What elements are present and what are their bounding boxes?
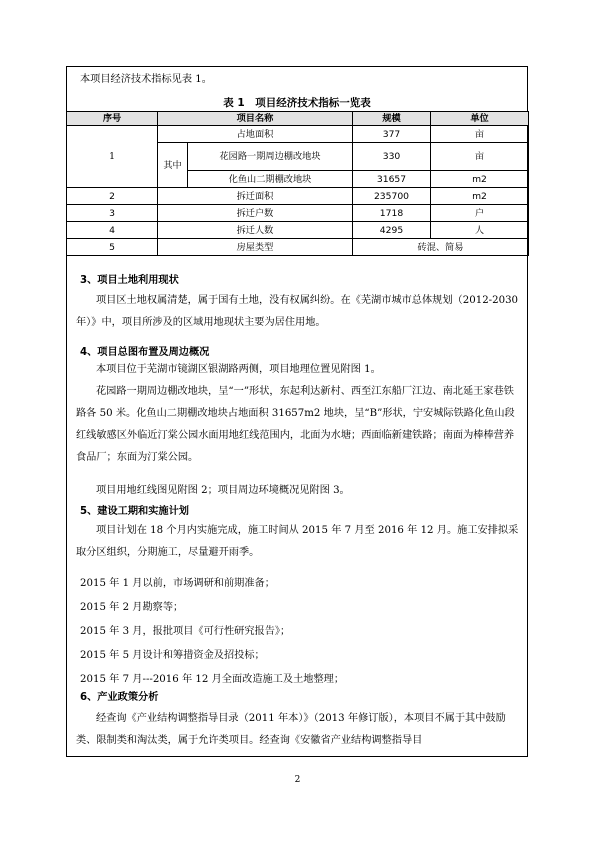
cell-no: 2 bbox=[67, 188, 158, 205]
intro-text: 本项目经济技术指标见表 1。 bbox=[80, 74, 212, 85]
indicator-table bbox=[66, 111, 529, 256]
cell-name: 占地面积 bbox=[158, 126, 353, 143]
header-unit: 单位 bbox=[431, 112, 529, 126]
cell-name: 花园路一期周边棚改地块 bbox=[188, 143, 353, 171]
section-4-paragraph-2: 花园路一期周边棚改地块，呈“一”形状，东起利达新村、西至江东船厂江边、南北延王家巷铁路各 50 米。化鱼山二期棚改地块占地面积 31657m2 地块，呈“B”形状，宁安城际铁路化鱼山段红线敏感区外临近汀棠公园水面用地红线范围内，北面为水塘；西面临新建铁路；南面为棒棒营养食品厂；东面为汀棠公园。 bbox=[76, 386, 515, 463]
table-row bbox=[67, 188, 529, 205]
table-row bbox=[67, 205, 529, 222]
cell-unit: 人 bbox=[431, 222, 529, 239]
table-row bbox=[67, 222, 529, 239]
cell-value: 377 bbox=[353, 126, 431, 143]
cell-no: 1 bbox=[67, 126, 158, 188]
cell-no: 5 bbox=[67, 239, 158, 256]
cell-name: 化鱼山二期棚改地块 bbox=[188, 171, 353, 188]
cell-name: 房屋类型 bbox=[158, 239, 353, 256]
schedule-item: 2015 年 5 月设计和筹措资金及招投标； bbox=[80, 650, 265, 661]
cell-unit: m2 bbox=[431, 188, 529, 205]
schedule-item: 2015 年 3 月，报批项目《可行性研究报告》； bbox=[80, 626, 291, 637]
cell-name: 拆迁户数 bbox=[158, 205, 353, 222]
section-4-paragraph-3: 项目用地红线图见附图 2；项目周边环境概况见附图 3。 bbox=[96, 485, 350, 496]
cell-value: 1718 bbox=[353, 205, 431, 222]
schedule-item: 2015 年 2 月勘察等； bbox=[80, 602, 184, 613]
cell-name: 拆迁面积 bbox=[158, 188, 353, 205]
table-caption: 表 1 项目经济技术指标一览表 bbox=[223, 97, 371, 109]
cell-value: 235700 bbox=[353, 188, 431, 205]
section-5-paragraph: 项目计划在 18 个月内实施完成，施工时间从 2015 年 7 月至 2016 年 12 月。施工安排拟采取分区组织，分期施工，尽量避开雨季。 bbox=[76, 525, 519, 558]
cell-value: 31657 bbox=[353, 171, 431, 188]
table-row bbox=[67, 126, 529, 143]
cell-value-merged: 砖混、简易 bbox=[353, 239, 529, 256]
section-3-paragraph: 项目区土地权属清楚，属于国有土地，没有权属纠纷。在《芜湖市城市总体规划（2012-2030 年）》中，项目所涉及的区域用地现状主要为居住用地。 bbox=[76, 295, 519, 328]
cell-value: 4295 bbox=[353, 222, 431, 239]
header-value: 规模 bbox=[353, 112, 431, 126]
cell-unit: 亩 bbox=[431, 126, 529, 143]
cell-name: 拆迁人数 bbox=[158, 222, 353, 239]
section-4-heading: 4、项目总图布置及周边概况 bbox=[80, 347, 210, 358]
table-row bbox=[67, 239, 529, 256]
section-3-heading: 3、项目土地利用现状 bbox=[80, 275, 179, 286]
page-number: 2 bbox=[294, 775, 301, 785]
schedule-item: 2015 年 7 月---2016 年 12 月全面改造施工及土地整理； bbox=[80, 674, 345, 685]
cell-unit: 亩 bbox=[431, 143, 529, 171]
cell-value: 330 bbox=[353, 143, 431, 171]
header-name: 项目名称 bbox=[158, 112, 353, 126]
header-no: 序号 bbox=[67, 112, 158, 126]
section-6-paragraph: 经查询《产业结构调整指导目录（2011 年本）》（2013 年修订版），本项目不属于其中鼓励类、限制类和淘汰类，属于允许类项目。经查询《安徽省产业结构调整指导目 bbox=[76, 713, 506, 746]
section-6-heading: 6、产业政策分析 bbox=[80, 692, 159, 703]
cell-no: 4 bbox=[67, 222, 158, 239]
table-header-row bbox=[67, 112, 529, 126]
cell-unit: m2 bbox=[431, 171, 529, 188]
section-4-paragraph-1: 本项目位于芜湖市镜湖区银湖路两侧，项目地理位置见附图 1。 bbox=[96, 364, 381, 375]
cell-sub-label: 其中 bbox=[158, 143, 188, 188]
cell-unit: 户 bbox=[431, 205, 529, 222]
cell-no: 3 bbox=[67, 205, 158, 222]
schedule-item: 2015 年 1 月以前，市场调研和前期准备； bbox=[80, 578, 275, 589]
section-5-heading: 5、建设工期和实施计划 bbox=[80, 506, 189, 517]
